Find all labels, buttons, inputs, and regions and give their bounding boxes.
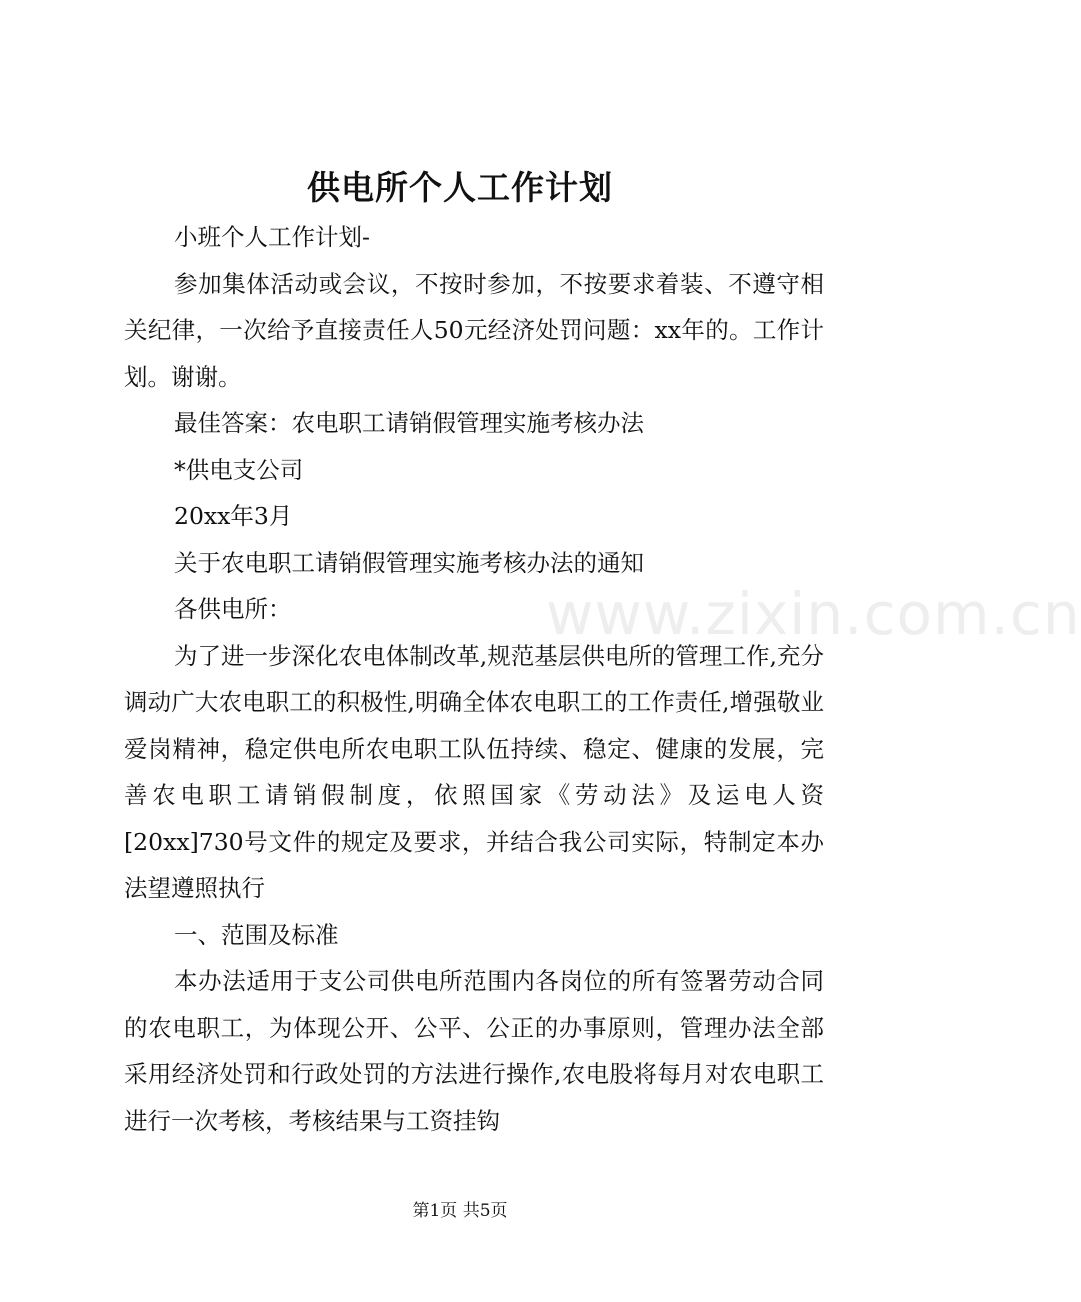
paragraph-penalty-rule: 参加集体活动或会议，不按时参加，不按要求着装、不遵守相关纪律，一次给予直接责任人50元经济处罚问题：xx年的。工作计划。谢谢。 xyxy=(124,269,824,391)
section-heading-scope: 一、范围及标准 xyxy=(174,920,339,949)
page-footer: 第1页 共5页 xyxy=(412,1201,508,1221)
paragraph-best-answer: 最佳答案：农电职工请销假管理实施考核办法 xyxy=(174,409,644,437)
paragraph-notice-title: 关于农电职工请销假管理实施考核办法的通知 xyxy=(174,548,644,577)
paragraph-company: *供电支公司 xyxy=(174,455,304,484)
paragraph-addressee: 各供电所： xyxy=(174,595,292,623)
document-title: 供电所个人工作计划 xyxy=(307,168,613,207)
document-body xyxy=(124,214,824,1144)
paragraph-purpose: 为了进一步深化农电体制改革,规范基层供电所的管理工作,充分调动广大农电职工的积极性,明确全体农电职工的工作责任,增强敬业爱岗精神，稳定供电所农电职工队伍持续、稳定、健康的发展，完善农电职工请销假制度，依照国家《劳动法》及运电人资[20xx]730号文件的规定及要求，并结合我公司实际，特制定本办法望遵照执行 xyxy=(124,641,824,902)
watermark: www.zixin.com.cn xyxy=(546,580,1081,648)
paragraph-scope: 本办法适用于支公司供电所范围内各岗位的所有签署劳动合同的农电职工，为体现公开、公平、公正的办事原则，管理办法全部采用经济处罚和行政处罚的方法进行操作,农电股将每月对农电职工进行一次考核，考核结果与工资挂钩 xyxy=(124,967,824,1135)
paragraph-date: 20xx年3月 xyxy=(174,502,293,530)
paragraph-subtitle: 小班个人工作计划- xyxy=(174,223,370,251)
